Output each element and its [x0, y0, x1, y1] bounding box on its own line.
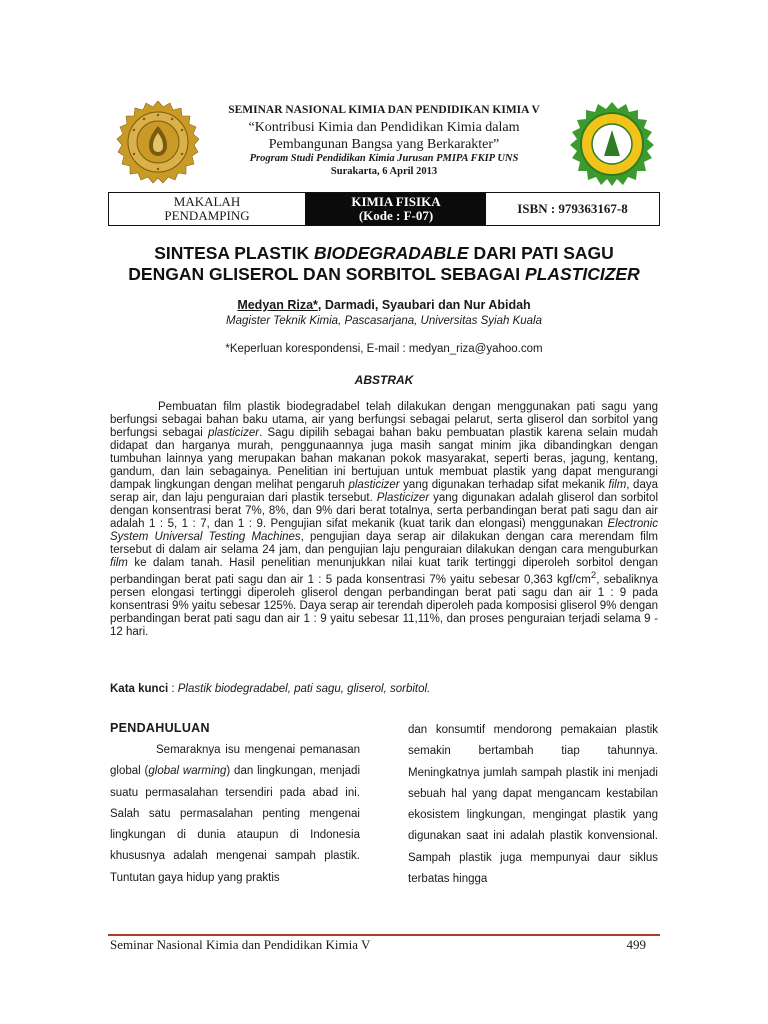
paper-field-cell: KIMIA FISIKA (Kode : F-07) — [306, 193, 486, 225]
seminar-theme: “Kontribusi Kimia dan Pendidikan Kimia dalam Pembangunan Bangsa yang Berkarakter” — [248, 120, 520, 152]
intro-right-column: dan konsumtif mendorong pemakaian plastik semakin bertambah tiap tahunnya. Meningkatnya jumlah sampah plastik ini menjadi sebuah hal yang dapat mengancam kestabilan ekosistem lingkungan, mengingat plastik yang digunakan saat ini adalah plastik konvensional. Sampah plastik juga mempunyai daur siklus terbatas hingga — [408, 724, 658, 885]
sn-kpk-badge-icon — [568, 100, 656, 188]
isbn-cell: ISBN : 979363167-8 — [517, 201, 628, 216]
section-heading-introduction: PENDAHULUAN — [110, 721, 210, 735]
correspondence: *Keperluan korespondensi, E-mail : medyan_riza@yahoo.com — [225, 343, 543, 355]
paper-title: SINTESA PLASTIK BIODEGRADABLE DARI PATI SAGU DENGAN GLISEROL DAN SORBITOL SEBAGAI PLASTICIZER — [128, 243, 640, 284]
footer-seminar-name: Seminar Nasional Kimia dan Pendidikan Kimia V — [110, 937, 371, 952]
intro-left-column: Semaraknya isu mengenai pemanasan global (global warming) dan lingkungan, menjadi suatu permasalahan tersendiri pada abad ini. Salah satu permasalahan penting mengenai lingkungan di dunia ataupun di Indonesia khususnya adalah mengenai sampah plastik. Tuntutan gaya hidup yang praktis — [110, 744, 361, 884]
seminar-date: Surakarta, 6 April 2013 — [330, 166, 438, 177]
paper-info-table — [108, 192, 660, 226]
footer-divider — [108, 934, 660, 936]
author-list: Medyan Riza*, Darmadi, Syaubari dan Nur Abidah — [237, 298, 531, 312]
seminar-name: SEMINAR NASIONAL KIMIA DAN PENDIDIKAN KIMIA V — [228, 104, 540, 116]
abstract-body: Pembuatan film plastik biodegradabel telah dilakukan dengan menggunakan pati sagu yang berfungsi sebagai bahan baku utama, air yang berfungsi sebagai pelarut, serta gliserol dan sorbitol yang berfungsi sebagai plasticizer. Sagu dipilih sebagai bahan baku pembuatan plastik karena selain mudah didapat dan harganya murah, penggunaannya juga masih sangat minim jika dibandingkan dengan tumbuhan lainnya yang merupakan bahan makanan pokok masyarakat, seperti beras, jagung, kentang, gandum, dan lain sebagainya. Penelitian ini bertujuan untuk membuat plastik yang dapat mengurangi dampak lingkungan dengan melihat pengaruh plasticizer yang digunakan terhadap sifat mekanik film, daya serap air, dan laju penguraian dari plastik tersebut. Plasticizer yang digunakan adalah gliserol dan sorbitol dengan konsentrasi berat 7%, 8%, dan 9% dari berat totalnya, serta perbandingan berat pati sagu dan air adalah 1 : 5, 1 : 7, dan 1 : 9. Pengujian sifat mekanik (kuat tarik dan elongasi) menggunakan Electronic System Universal Testing Machines, pengujian daya serap air dilakukan dengan cara merendam film tersebut di dalam air selama 24 jam, dan pengujian laju penguraian dilakukan dengan cara menguburkan film ke dalam tanah. Hasil penelitian menunjukkan nilai kuat tarik tertinggi diperoleh sorbitol dengan perbandingan berat pati sagu dan air 1 : 5 pada konsentrasi 7% yaitu sebesar 0,363 kgf/$cm^2$, sebaliknya persen elongasi tertinggi diperoleh gliserol dengan perbandingan berat pati sagu dan air 1 : 9 pada konsentrasi 9% yaitu sebesar 125%. Daya serap air terendah diperoleh pada komposisi gliserol 9% dengan perbandingan berat pati sagu dan air 1 : 9 yaitu sebesar 11,11%, dan proses penguraian terjadi selama 9 - 12 hari. — [110, 401, 659, 638]
abstract-heading: ABSTRAK — [354, 373, 414, 387]
page-number: 499 — [626, 937, 646, 952]
university-seal-icon — [116, 100, 200, 184]
keywords: Kata kunci : Plastik biodegradabel, pati sagu, gliserol, sorbitol. — [110, 683, 431, 695]
program-name: Program Studi Pendidikan Kimia Jurusan PMIPA FKIP UNS — [249, 153, 519, 164]
lead-author: Medyan Riza* — [237, 298, 318, 312]
affiliation: Magister Teknik Kimia, Pascasarjana, Universitas Syiah Kuala — [226, 315, 542, 327]
paper-type-cell: MAKALAH PENDAMPING — [109, 193, 306, 225]
